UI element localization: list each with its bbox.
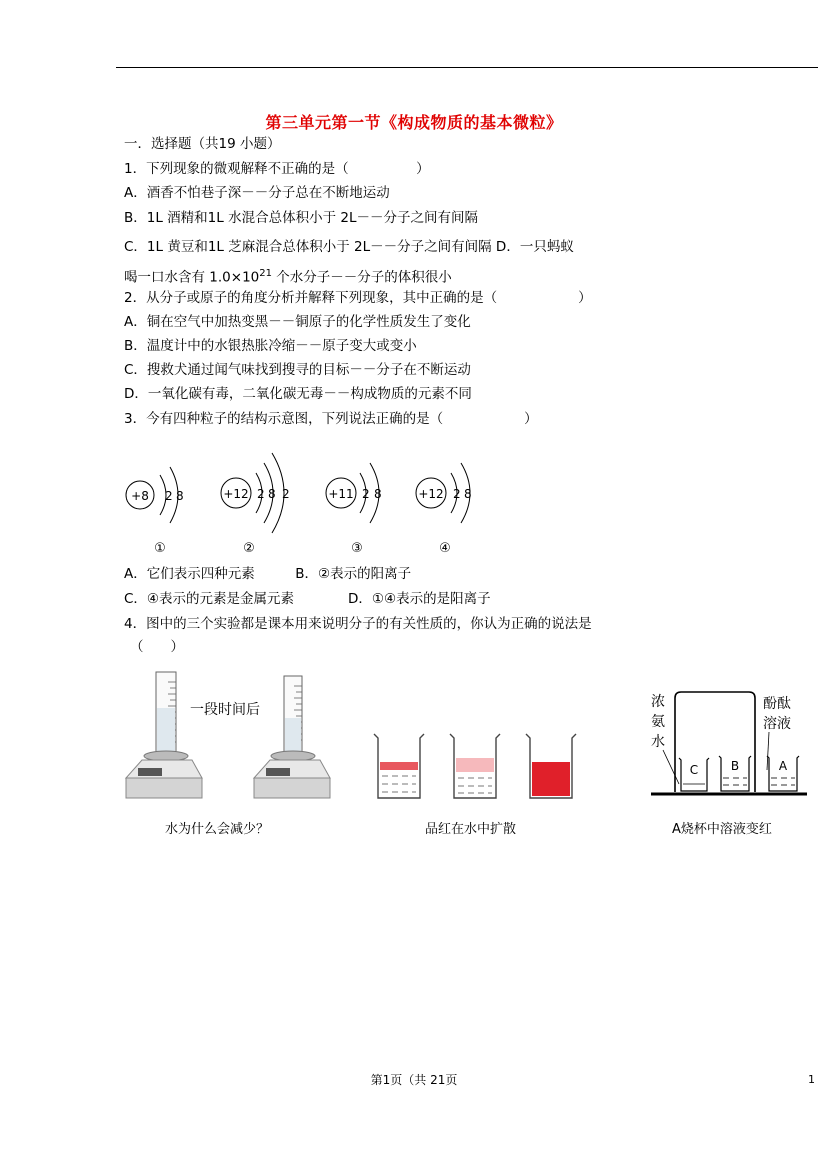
atom-4-label: ④ xyxy=(439,541,451,556)
atom-4-nucleus: +12 xyxy=(418,487,444,501)
q3-stem: 3．今有四种粒子的结构示意图，下列说法正确的是（ ） xyxy=(124,411,538,427)
q3-options-ab: A．它们表示四种元素 B．②表示的阳离子 xyxy=(124,566,412,582)
beaker-c xyxy=(679,758,709,791)
fig1-caption: 水为什么会减少？ xyxy=(165,822,270,837)
fig3-label-right-1: 酚酞 xyxy=(763,696,791,712)
fig3-label-left-1: 浓 xyxy=(651,694,665,710)
q4-paren: （ ） xyxy=(130,639,184,655)
atom-structure-diagrams xyxy=(118,445,498,560)
atom-2-shell-3: 2 xyxy=(282,487,290,501)
atom-2-shell-2: 8 xyxy=(268,487,276,501)
atom-2 xyxy=(221,453,290,556)
beaker-a xyxy=(767,756,799,791)
atom-4 xyxy=(416,463,472,556)
figure-ammonia-experiment xyxy=(645,688,815,806)
q2-option-d: D．一氧化碳有毒，二氧化碳无毒－－构成物质的元素不同 xyxy=(124,386,472,402)
atom-3 xyxy=(326,463,382,556)
fig3-label-left-3: 水 xyxy=(651,734,665,750)
beaker-3 xyxy=(526,734,576,798)
q1-d-post: 个水分子－－分子的体积很小 xyxy=(272,269,452,286)
q1-d-sup: 21 xyxy=(259,268,272,279)
atom-2-label: ② xyxy=(243,541,255,556)
beaker-1 xyxy=(374,734,424,798)
figure-balance-cylinders xyxy=(120,668,335,808)
q1-option-a: A．酒香不怕巷子深－－分子总在不断地运动 xyxy=(124,185,390,201)
fig1-note: 一段时间后 xyxy=(190,702,260,718)
atom-3-shell-2: 8 xyxy=(374,487,382,501)
q1-option-c: C．1L 黄豆和1L 芝麻混合总体积小于 2L－－分子之间有间隔 D．一只蚂蚁 xyxy=(124,239,574,255)
q1-d-pre: 喝一口水含有 1.0×10 xyxy=(124,269,260,286)
atom-4-shell-2: 8 xyxy=(464,487,472,501)
beaker-c-label: C xyxy=(689,763,699,777)
atom-2-shell-1: 2 xyxy=(257,487,265,501)
q2-stem: 2．从分子或原子的角度分析并解释下列现象，其中正确的是（ ） xyxy=(124,290,592,306)
balance-cylinder-right xyxy=(254,676,330,798)
atom-4-shell-1: 2 xyxy=(453,487,461,501)
page-title: 第三单元第一节《构成物质的基本微粒》 xyxy=(265,113,563,132)
beaker-a-label: A xyxy=(778,759,788,773)
atom-1 xyxy=(126,467,184,556)
header-rule xyxy=(116,67,818,68)
atom-2-nucleus: +12 xyxy=(223,487,249,501)
atom-3-shell-1: 2 xyxy=(362,487,370,501)
q1-stem: 1．下列现象的微观解释不正确的是（ ） xyxy=(124,161,430,177)
q2-option-c: C．搜救犬通过闻气味找到搜寻的目标－－分子在不断运动 xyxy=(124,362,471,378)
q2-option-b: B．温度计中的水银热胀冷缩－－原子变大或变小 xyxy=(124,338,417,354)
atom-3-nucleus: +11 xyxy=(328,487,354,501)
q1-option-b: B．1L 酒精和1L 水混合总体积小于 2L－－分子之间有间隔 xyxy=(124,210,478,226)
beaker-2 xyxy=(450,734,500,798)
atom-3-label: ③ xyxy=(351,541,363,556)
section-heading: 一．选择题（共19 小题） xyxy=(124,136,281,152)
q4-stem: 4．图中的三个实验都是课本用来说明分子的有关性质的，你认为正确的说法是 xyxy=(124,616,592,632)
atom-1-nucleus: +8 xyxy=(131,489,149,503)
q1-option-d xyxy=(124,265,452,287)
fig3-caption: A烧杯中溶液变红 xyxy=(672,822,772,837)
q2-option-a: A．铜在空气中加热变黑－－铜原子的化学性质发生了变化 xyxy=(124,314,471,330)
atom-1-shell-1: 2 xyxy=(165,489,173,503)
atom-1-label: ① xyxy=(154,541,166,556)
figure-dye-diffusion xyxy=(368,728,578,804)
beaker-b xyxy=(719,756,751,791)
balance-cylinder-left xyxy=(126,672,202,798)
fig3-label-left-2: 氨 xyxy=(651,714,665,730)
fig3-label-right-2: 溶液 xyxy=(763,716,791,732)
atom-1-shell-2: 8 xyxy=(176,489,184,503)
q3-options-cd: C．④表示的元素是金属元素 D．①④表示的是阳离子 xyxy=(124,591,491,607)
beaker-b-label: B xyxy=(730,759,740,773)
fig2-caption: 品红在水中扩散 xyxy=(425,822,517,837)
page-number: 1 xyxy=(808,1073,815,1086)
page-footer: 第1页（共 21页 xyxy=(370,1073,458,1087)
